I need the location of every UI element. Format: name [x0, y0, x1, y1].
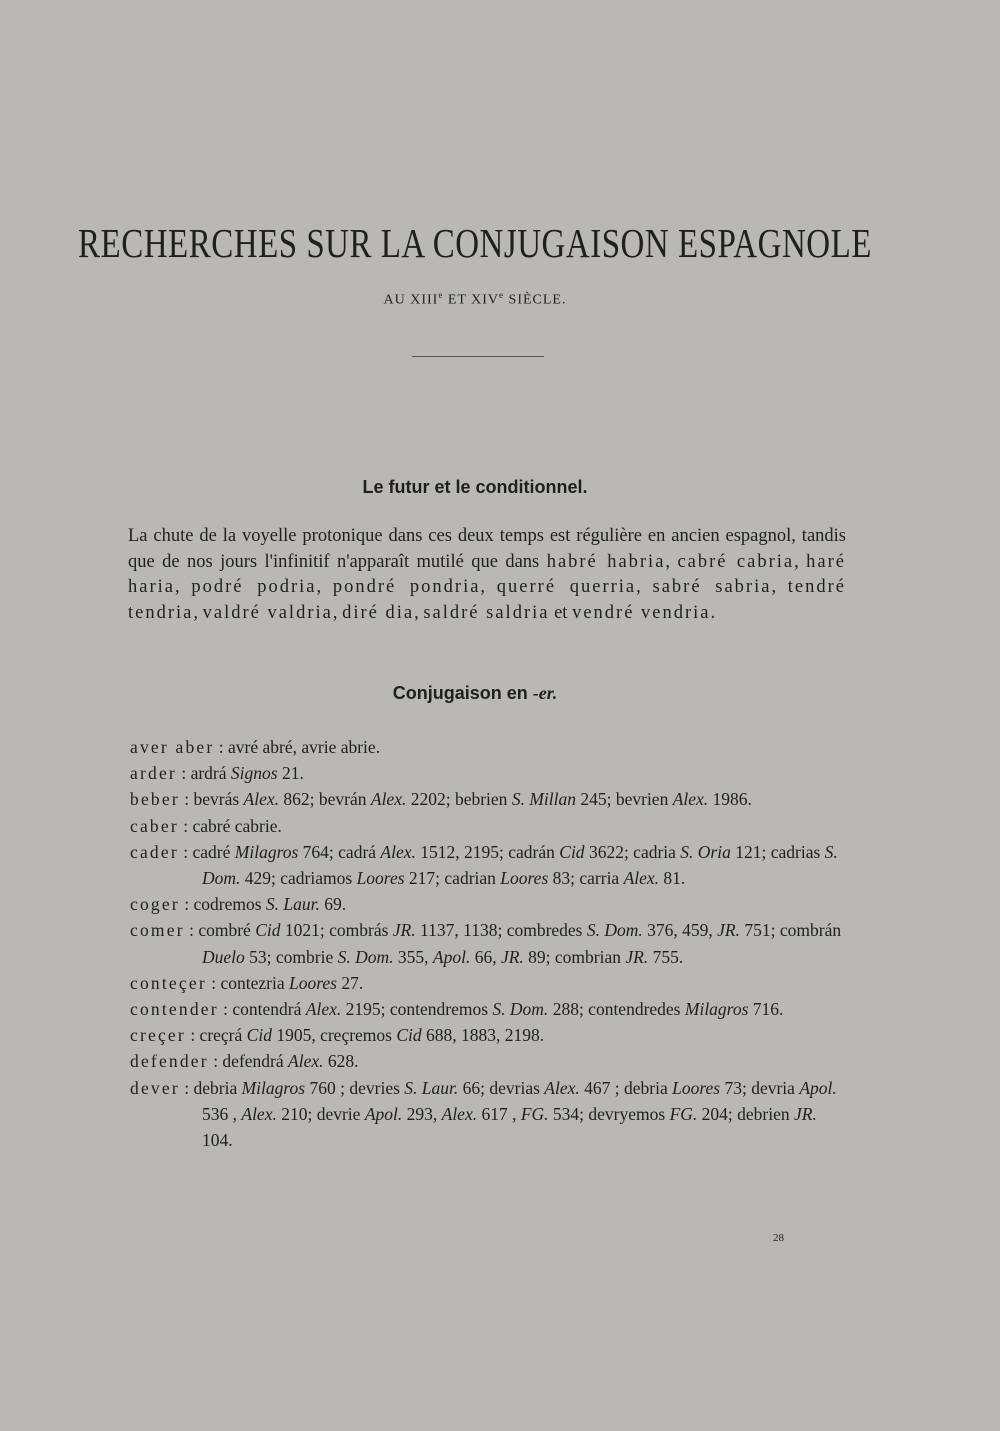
- spaced-example: tendré tendria: [128, 577, 847, 623]
- verb-entry: [130, 813, 846, 839]
- entry-text: 1137, 1138; combredes: [415, 920, 587, 941]
- entry-text: 755.: [648, 946, 684, 967]
- entry-text: 27.: [336, 972, 364, 993]
- entry-text: : combré: [184, 920, 256, 941]
- entry-text: 2195; contendremos: [341, 999, 493, 1020]
- source-citation: Milagros: [684, 999, 749, 1020]
- entry-text: 429; cadriamos: [240, 868, 357, 889]
- entry-text: 1512, 2195; cadrán: [415, 841, 560, 862]
- intro-text: ,: [414, 602, 424, 623]
- source-citation: Duelo: [202, 946, 245, 967]
- entry-text: 293,: [402, 1103, 442, 1124]
- entry-text: : debria: [179, 1077, 242, 1098]
- entry-text: 716.: [748, 999, 784, 1020]
- entry-text: : contendrá: [218, 999, 306, 1020]
- spaced-example: saldré saldria: [423, 602, 550, 623]
- entry-text: 89; combrian: [523, 946, 626, 967]
- source-citation: Loores: [500, 868, 549, 889]
- entry-text: : defendrá: [208, 1051, 289, 1072]
- source-citation: Alex.: [380, 841, 416, 862]
- entry-text: : codremos: [179, 894, 266, 915]
- entry-text: 21.: [277, 763, 304, 784]
- entry-text: : ardrá: [176, 763, 231, 784]
- source-citation: Loores: [672, 1077, 721, 1098]
- intro-text: ,: [794, 551, 807, 572]
- entry-text: 688, 1883, 2198.: [421, 1025, 545, 1046]
- entry-text: 1905, creçremos: [271, 1025, 397, 1046]
- entry-text: 210; devrie: [276, 1103, 365, 1124]
- entry-text: : creçrá: [185, 1025, 247, 1046]
- source-citation: S. Dom.: [337, 946, 394, 967]
- entry-text: 751; combrán: [740, 920, 842, 941]
- verb-headword: conteçer: [130, 972, 207, 993]
- entry-text: 1021; combrás: [280, 920, 393, 941]
- entry-text: 66,: [470, 946, 501, 967]
- source-citation: Loores: [356, 868, 405, 889]
- verb-headword: beber: [130, 789, 180, 810]
- entry-text: 3622; cadria: [584, 841, 681, 862]
- section-heading-conjugaison: Conjugaison en -er.: [392, 683, 558, 703]
- source-citation: S. Oria: [680, 841, 731, 862]
- source-citation: Apol.: [432, 946, 471, 967]
- entry-text: 204; debrien: [697, 1103, 794, 1124]
- spaced-example: vendré vendria: [572, 602, 711, 623]
- entry-text: 53; combrie: [244, 946, 338, 967]
- source-citation: Alex.: [305, 999, 342, 1020]
- intro-text: .: [710, 602, 716, 623]
- verb-entry: [130, 1022, 846, 1048]
- verb-headword: dever: [130, 1077, 180, 1098]
- intro-paragraph: [128, 524, 846, 626]
- verb-entry: [130, 839, 846, 891]
- entry-text: 121; cadrias: [730, 841, 825, 862]
- source-citation: FG.: [669, 1103, 698, 1124]
- entry-text: 534; devryemos: [548, 1103, 670, 1124]
- source-citation: S. Dom.: [586, 920, 643, 941]
- spaced-example: querré querria: [496, 577, 637, 597]
- entry-text: 536 ,: [202, 1103, 242, 1124]
- entry-text: 764; cadrá: [298, 841, 381, 862]
- entry-text: 862; bevrán: [279, 789, 371, 810]
- verb-entry: [130, 891, 846, 917]
- verb-entry: [130, 760, 846, 786]
- page-subtitle: AU XIIIe ET XIVe SIÈCLE.: [383, 290, 567, 308]
- entry-text: 617 ,: [477, 1103, 521, 1124]
- entry-text: : bevrás: [179, 789, 244, 810]
- entry-text: 81.: [659, 868, 686, 889]
- entry-text: 355,: [393, 946, 433, 967]
- source-citation: Milagros: [234, 841, 299, 862]
- verb-headword: coger: [130, 894, 180, 915]
- verb-entry: [130, 1048, 846, 1074]
- entry-text: 288; contendredes: [548, 999, 685, 1020]
- source-citation: Alex.: [544, 1077, 580, 1098]
- verb-headword: defender: [130, 1051, 209, 1072]
- verb-headword: caber: [130, 815, 179, 836]
- entry-text: 760 ; devries: [305, 1077, 405, 1098]
- source-citation: Milagros: [241, 1077, 306, 1098]
- source-citation: S. Laur.: [404, 1077, 459, 1098]
- intro-text: ,: [480, 577, 497, 597]
- spaced-example: sabré sabria: [652, 577, 772, 597]
- intro-text: ,: [193, 602, 203, 623]
- spaced-example: cabré cabria: [677, 551, 795, 572]
- source-citation: JR.: [392, 920, 416, 941]
- source-citation: Apol.: [364, 1103, 403, 1124]
- verb-headword: comer: [130, 920, 185, 941]
- source-citation: Cid: [559, 841, 585, 862]
- intro-text: ,: [771, 577, 788, 597]
- entry-text: : cadré: [178, 841, 235, 862]
- verb-headword: arder: [130, 763, 177, 784]
- entry-text: : avré abré, avrie abrie.: [214, 737, 381, 757]
- entry-text: 2202; bebrien: [406, 789, 512, 810]
- source-citation: JR.: [500, 946, 524, 967]
- title-divider: [412, 356, 544, 357]
- source-citation: Cid: [246, 1025, 272, 1046]
- verb-entry: [130, 917, 846, 969]
- source-citation: S. Dom.: [202, 841, 838, 889]
- verb-headword: contender: [130, 999, 219, 1020]
- source-citation: Cid: [396, 1025, 422, 1046]
- entry-text: 104.: [202, 1130, 233, 1151]
- verb-entry: [130, 970, 846, 996]
- source-citation: Alex.: [241, 1103, 277, 1124]
- entry-text: 66; devrias: [458, 1077, 545, 1098]
- source-citation: Signos: [230, 763, 278, 784]
- entry-text: : contezria: [206, 972, 289, 993]
- source-citation: Alex.: [623, 868, 660, 889]
- entry-text: 467 ; debria: [579, 1077, 673, 1098]
- spaced-example: haré haria: [128, 551, 847, 597]
- entry-text: 628.: [323, 1051, 359, 1072]
- intro-text: La chute de la voyelle protonique dans ces deux temps est régulière en ancien espagnol, tandis que de nos jours l'infinitif n'apparaît mutilé que dans: [128, 526, 846, 572]
- entry-text: : cabré cabrie.: [178, 815, 282, 836]
- page-title: RECHERCHES SUR LA CONJUGAISON ESPAGNOLE: [78, 222, 872, 267]
- entry-text: 69.: [319, 894, 347, 915]
- source-citation: S. Dom.: [492, 999, 549, 1020]
- spaced-example: podré podria: [191, 577, 317, 597]
- verb-entry: [130, 996, 846, 1022]
- intro-text: et: [549, 602, 573, 623]
- source-citation: Alex.: [243, 789, 280, 810]
- source-citation: S. Laur.: [265, 894, 320, 915]
- source-citation: JR.: [625, 946, 649, 967]
- verb-entry: [130, 1075, 846, 1154]
- section-heading-futur: Le futur et le conditionnel.: [362, 477, 588, 497]
- verb-headword: creçer: [130, 1025, 186, 1046]
- intro-text: ,: [316, 577, 333, 597]
- source-citation: JR.: [794, 1103, 817, 1124]
- intro-text: ,: [174, 577, 192, 597]
- verb-headword: aver aber: [130, 737, 215, 757]
- spaced-example: diré dia: [342, 602, 415, 623]
- source-citation: JR.: [717, 920, 740, 941]
- verb-headword: cader: [130, 841, 179, 862]
- source-citation: Alex.: [441, 1103, 478, 1124]
- entry-text: 245; bevrien: [575, 789, 673, 810]
- entry-text: 217; cadrian: [404, 868, 501, 889]
- entry-text: 83; carria: [548, 868, 624, 889]
- source-citation: Loores: [288, 972, 337, 993]
- spaced-example: valdré valdria: [202, 602, 333, 623]
- spaced-example: pondré pondria: [332, 577, 481, 597]
- verb-entry: [130, 734, 846, 760]
- intro-text: ,: [332, 602, 343, 623]
- entry-text: 376, 459,: [642, 920, 718, 941]
- intro-text: ,: [665, 551, 678, 572]
- source-citation: S. Millan: [511, 789, 576, 810]
- source-citation: Alex.: [370, 789, 407, 810]
- page-number: 28: [773, 1232, 784, 1244]
- source-citation: FG.: [520, 1103, 549, 1124]
- verb-entry-list: [130, 734, 846, 1153]
- intro-text: ,: [636, 577, 653, 597]
- source-citation: Alex.: [288, 1051, 324, 1072]
- spaced-example: habré habria: [546, 551, 666, 572]
- source-citation: Apol.: [799, 1077, 837, 1098]
- entry-text: 73; devria: [720, 1077, 800, 1098]
- verb-entry: [130, 786, 846, 812]
- source-citation: Cid: [255, 920, 281, 941]
- source-citation: Alex.: [672, 789, 709, 810]
- entry-text: 1986.: [708, 789, 752, 810]
